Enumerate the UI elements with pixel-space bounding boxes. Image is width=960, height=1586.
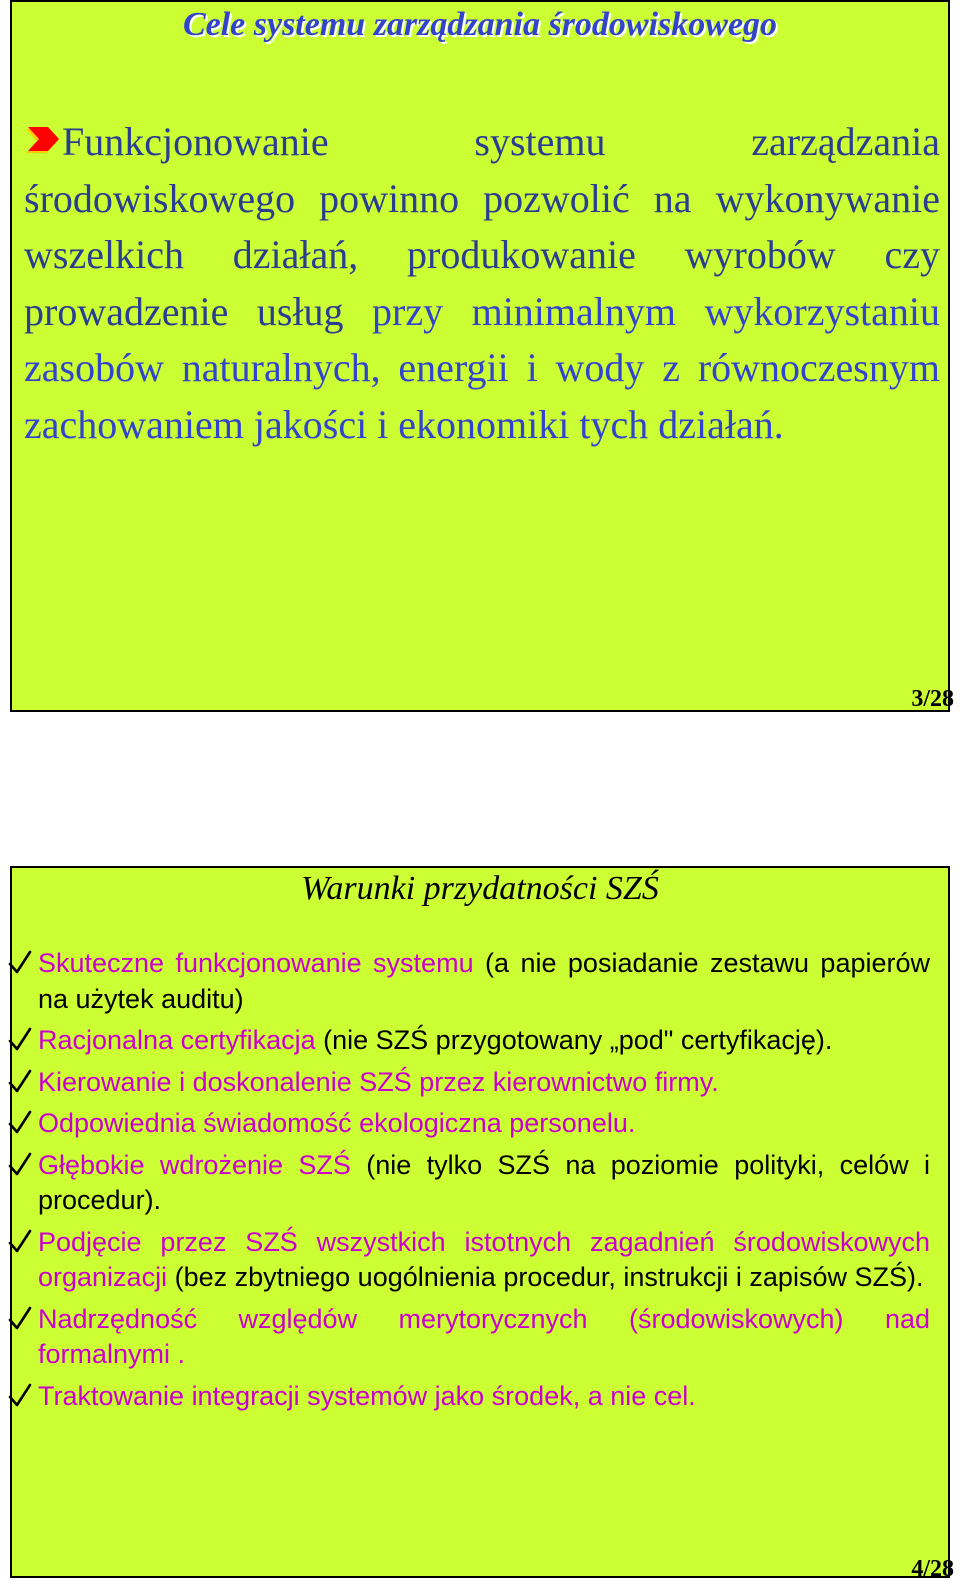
checkmark-icon xyxy=(8,1383,32,1409)
condition-highlight: Kierowanie i doskonalenie SZŚ przez kierownictwo firmy. xyxy=(38,1066,719,1097)
page-number: 3/28 xyxy=(911,686,954,712)
checkmark-icon xyxy=(8,1110,32,1136)
body-text-part-2: przy minimalnym wykorzystaniu zasobów naturalnych, energii i wody z równoczesnym zachowaniem jakości i ekonomiki tych działań. xyxy=(24,288,941,447)
condition-highlight: Głębokie wdrożenie SZŚ xyxy=(38,1149,351,1180)
page-number: 4/28 xyxy=(911,1556,954,1582)
condition-item xyxy=(8,1225,930,1296)
condition-item xyxy=(8,1023,930,1059)
condition-highlight: Podjęcie przez SZŚ wszystkich istotnych zagadnień środowiskowych organizacji xyxy=(38,1226,930,1292)
checkmark-icon xyxy=(8,950,32,976)
slide-3-body xyxy=(24,114,940,453)
condition-item xyxy=(8,1065,930,1101)
conditions-list xyxy=(8,946,930,1414)
condition-item xyxy=(8,946,930,1017)
checkmark-icon xyxy=(8,1306,32,1332)
condition-highlight: Nadrzędność względów merytorycznych (środowiskowych) nad formalnymi . xyxy=(38,1303,930,1369)
condition-note: (nie tylko SZŚ na poziomie polityki, celów i procedur). xyxy=(38,1149,930,1215)
condition-item xyxy=(8,1148,930,1219)
slide-3-title: Cele systemu zarządzania środowiskowego xyxy=(182,6,778,43)
condition-highlight: Odpowiednia świadomość ekologiczna personelu. xyxy=(38,1108,636,1138)
body-text-part-1: Funkcjonowanie systemu zarządzania środowiskowego powinno pozwolić na wykonywanie wszelkich działań, produkowanie wyrobów czy prowadzenie usług xyxy=(24,119,940,334)
condition-note: (bez zbytniego uogólnienia procedur, instrukcji i zapisów SZŚ). xyxy=(167,1262,924,1292)
condition-note: (a nie posiadanie zestawu papierów na użytek auditu) xyxy=(38,948,930,1014)
condition-item xyxy=(8,1379,930,1415)
arrow-bullet-icon xyxy=(24,124,60,158)
condition-highlight: Racjonalna certyfikacja xyxy=(38,1025,316,1055)
condition-item xyxy=(8,1106,930,1142)
checkmark-icon xyxy=(8,1152,32,1178)
checkmark-icon xyxy=(8,1027,32,1053)
condition-highlight: Traktowanie integracji systemów jako środek, a nie cel. xyxy=(38,1380,696,1411)
condition-highlight: Skuteczne funkcjonowanie systemu xyxy=(38,948,474,978)
condition-note: (nie SZŚ przygotowany „pod" certyfikację). xyxy=(315,1025,833,1055)
condition-item xyxy=(8,1302,930,1373)
slide-4-title: Warunki przydatności SZŚ xyxy=(301,870,659,907)
checkmark-icon xyxy=(8,1069,32,1095)
checkmark-icon xyxy=(8,1229,32,1255)
